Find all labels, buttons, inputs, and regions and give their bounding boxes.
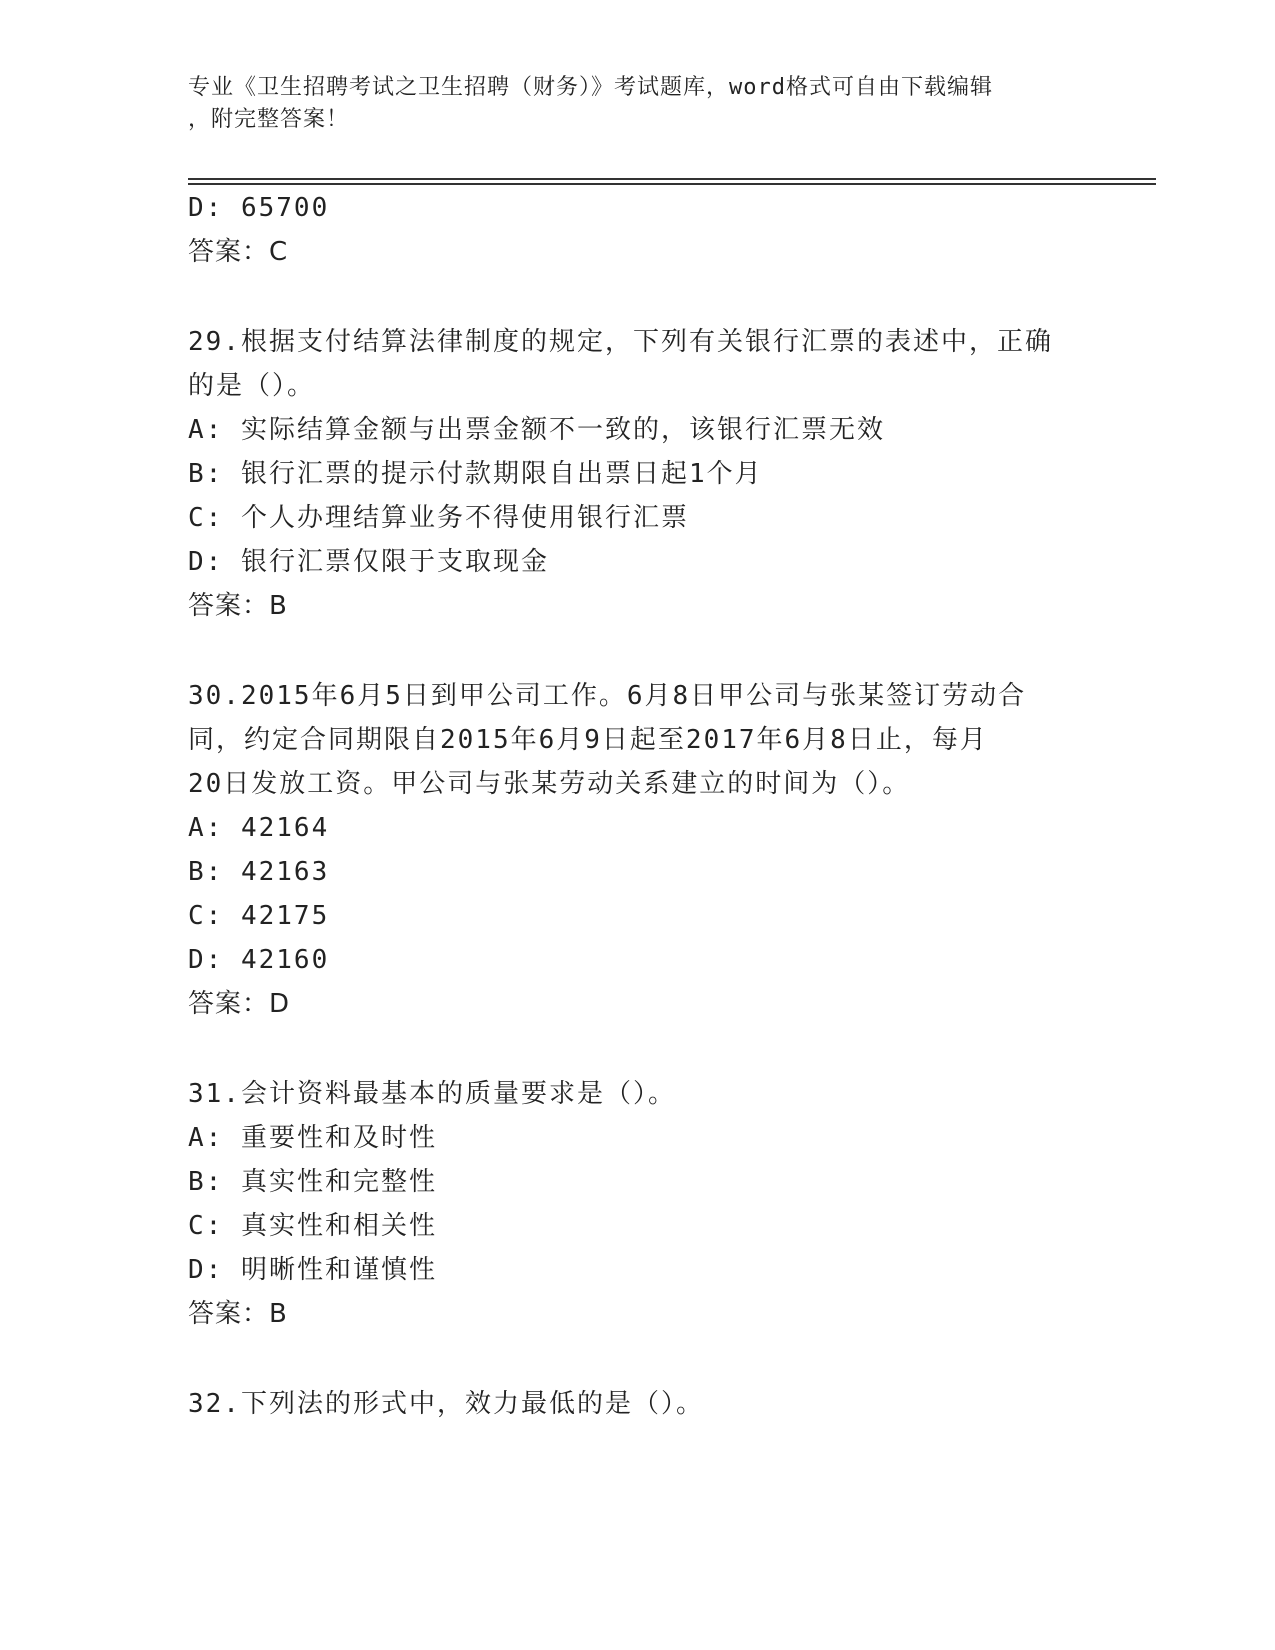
q29-option-a: A: 实际结算金额与出票金额不一致的，该银行汇票无效 [188,415,885,445]
q30-option-c: C: 42175 [188,901,330,931]
header-line-2: ，附完整答案！ [188,107,350,132]
q28-answer: 答案：C [188,237,289,267]
q30-option-b: B: 42163 [188,857,330,887]
header-line-1: 专业《卫生招聘考试之卫生招聘（财务）》考试题库，word格式可自由下载编辑 [188,75,993,100]
q31-option-a: A: 重要性和及时性 [188,1123,437,1153]
q29-option-c: C: 个人办理结算业务不得使用银行汇票 [188,503,689,533]
q29-stem-line-1: 29.根据支付结算法律制度的规定，下列有关银行汇票的表述中，正确 [188,327,1053,357]
q30-stem-line-3: 20日发放工资。甲公司与张某劳动关系建立的时间为（）。 [188,769,911,799]
q30-stem-line-2: 同，约定合同期限自2015年6月9日起至2017年6月8日止，每月 [188,725,988,755]
q31-stem-line-1: 31.会计资料最基本的质量要求是（）。 [188,1079,676,1109]
q32-stem-line-1: 32.下列法的形式中，效力最低的是（）。 [188,1389,704,1419]
q30-stem-line-1: 30.2015年6月5日到甲公司工作。6月8日甲公司与张某签订劳动合 [188,681,1027,711]
q30-option-a: A: 42164 [188,813,330,843]
q29-option-d: D: 银行汇票仅限于支取现金 [188,547,549,577]
q31-answer: 答案：B [188,1299,288,1329]
header-rule-top [188,178,1156,180]
q31-option-d: D: 明晰性和谨慎性 [188,1255,437,1285]
q31-option-c: C: 真实性和相关性 [188,1211,437,1241]
q29-answer: 答案：B [188,591,288,621]
q28-option-d: D: 65700 [188,193,330,223]
q31-option-b: B: 真实性和完整性 [188,1167,437,1197]
document-header [188,72,1068,136]
q29-option-b: B: 银行汇票的提示付款期限自出票日起1个月 [188,459,763,489]
q30-option-d: D: 42160 [188,945,330,975]
header-rule-bottom [188,183,1156,185]
q30-answer: 答案：D [188,989,291,1019]
q29-stem-line-2: 的是（）。 [188,371,316,401]
